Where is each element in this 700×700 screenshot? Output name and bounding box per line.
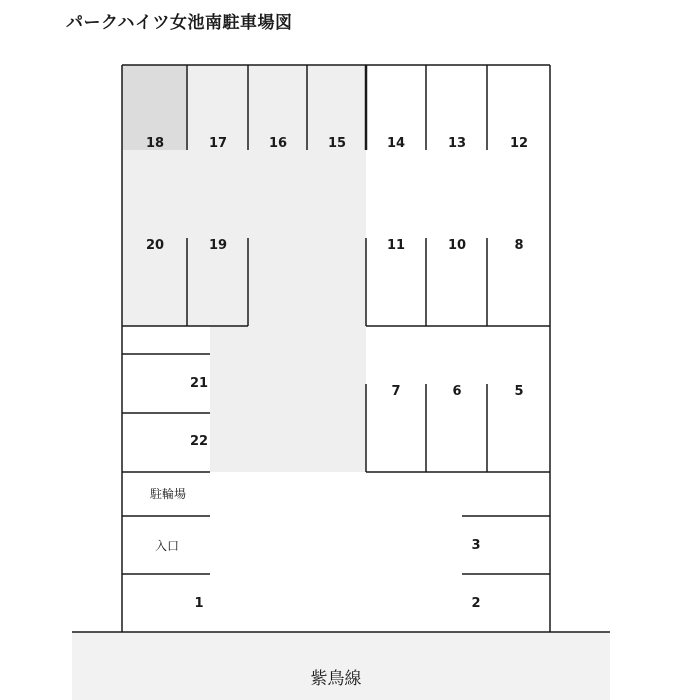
space-17-label: 17: [208, 136, 228, 151]
space-21-label: 21: [189, 376, 209, 391]
space-18-label: 18: [145, 136, 165, 151]
entrance-label: 入口: [154, 539, 180, 553]
space-10-label: 10: [447, 238, 467, 253]
space-7-label: 7: [391, 384, 401, 399]
space-3-label: 3: [471, 538, 481, 553]
space-22-label: 22: [189, 434, 209, 449]
road-name-label: 紫鳥線: [310, 669, 362, 689]
space-13-label: 13: [447, 136, 467, 151]
space-2-label: 2: [471, 596, 481, 611]
space-16-label: 16: [268, 136, 288, 151]
space-5-label: 5: [514, 384, 524, 399]
space-11-label: 11: [386, 238, 406, 253]
bicycle-parking-label: 駐輪場: [149, 487, 187, 501]
space-19-label: 19: [208, 238, 228, 253]
space-15-label: 15: [327, 136, 347, 151]
page-title: パークハイツ女池南駐車場図: [66, 13, 293, 33]
space-12-label: 12: [509, 136, 529, 151]
space-8-label: 8: [514, 238, 524, 253]
space-20-label: 20: [145, 238, 165, 253]
space-1-label: 1: [194, 596, 204, 611]
space-6-label: 6: [452, 384, 462, 399]
space-14-label: 14: [386, 136, 406, 151]
